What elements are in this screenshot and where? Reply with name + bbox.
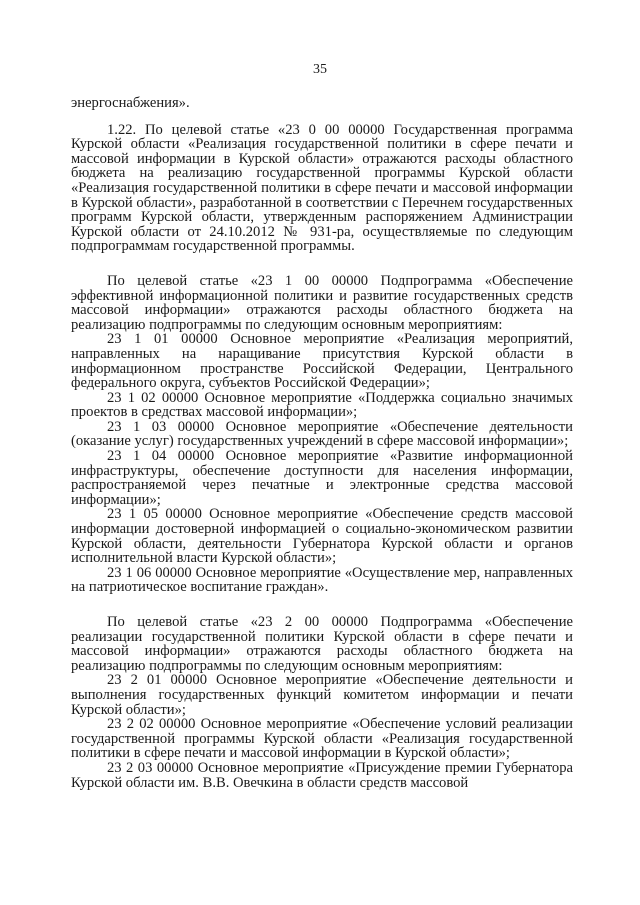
paragraph-23-1-04: 23 1 04 00000 Основное мероприятие «Развитие информационной инфраструктуры, обеспечение доступности для населения информации, распространяемой через печатные и электронные средства массовой информации»; [71,448,573,508]
paragraph-23-1-05: 23 1 05 00000 Основное мероприятие «Обеспечение средств массовой информации достоверной информацией о социально-экономическом развитии Курской области, деятельности Губернатора Курской области и органов исполнительной власти Курской области»; [71,506,573,567]
paragraph-continuation: энергоснабжения». [71,95,190,111]
paragraph-1-22: 1.22. По целевой статье «23 0 00 00000 Государственная программа Курской области «Реализация государственной политики в сфере печати и массовой информации в Курской области» отражаются расходы областного бюджета на реализацию государственной программы Курской области «Реализация государственной политики в сфере печати и массовой информации в Курской области», разработанной в соответствии с Перечнем государственных программ Курской области, утвержденным распоряжением Администрации Курской области от 24.10.2012 № 931-ра, осуществляемые по следующим подпрограммам государственной программы. [71,121,573,255]
paragraph-23-1-01: 23 1 01 00000 Основное мероприятие «Реализация мероприятий, направленных на наращивание присутствия Курской области в информационном пространстве Российской Федерации, Центрального федерального округа, субъектов Российской Федерации»; [71,331,573,392]
paragraph-23-2-01: 23 2 01 00000 Основное мероприятие «Обеспечение деятельности и выполнения государственных функций комитетом информации и печати Курской области»; [71,672,573,718]
document-body [71,96,573,790]
paragraph-subprogram-23-2: По целевой статье «23 2 00 00000 Подпрограмма «Обеспечение реализации государственной политики Курской области в сфере печати и массовой информации» отражаются расходы областного бюджета на реализацию подпрограммы по следующим основным мероприятиям: [71,614,573,674]
page-number: 35 [313,62,327,77]
paragraph-23-1-06: 23 1 06 00000 Основное мероприятие «Осуществление мер, направленных на патриотическое воспитание граждан». [71,564,573,596]
paragraph-23-1-03: 23 1 03 00000 Основное мероприятие «Обеспечение деятельности (оказание услуг) государственных учреждений в сфере массовой информации»; [71,418,573,450]
paragraph-23-2-03: 23 2 03 00000 Основное мероприятие «Присуждение премии Губернатора Курской области им. В.В. Овечкина в области средств массовой [71,759,573,791]
paragraph-subprogram-23-1: По целевой статье «23 1 00 00000 Подпрограмма «Обеспечение эффективной информационной политики и развитие государственных средств массовой информации» отражаются расходы областного бюджета на реализацию подпрограммы по следующим основным мероприятиям: [71,272,573,333]
paragraph-23-1-02: 23 1 02 00000 Основное мероприятие «Поддержка социально значимых проектов в средствах массовой информации»; [71,389,573,421]
paragraph-23-2-02: 23 2 02 00000 Основное мероприятие «Обеспечение условий реализации государственной программы Курской области «Реализация государственной политики в сфере печати и массовой информации в Курской области»; [71,716,573,762]
